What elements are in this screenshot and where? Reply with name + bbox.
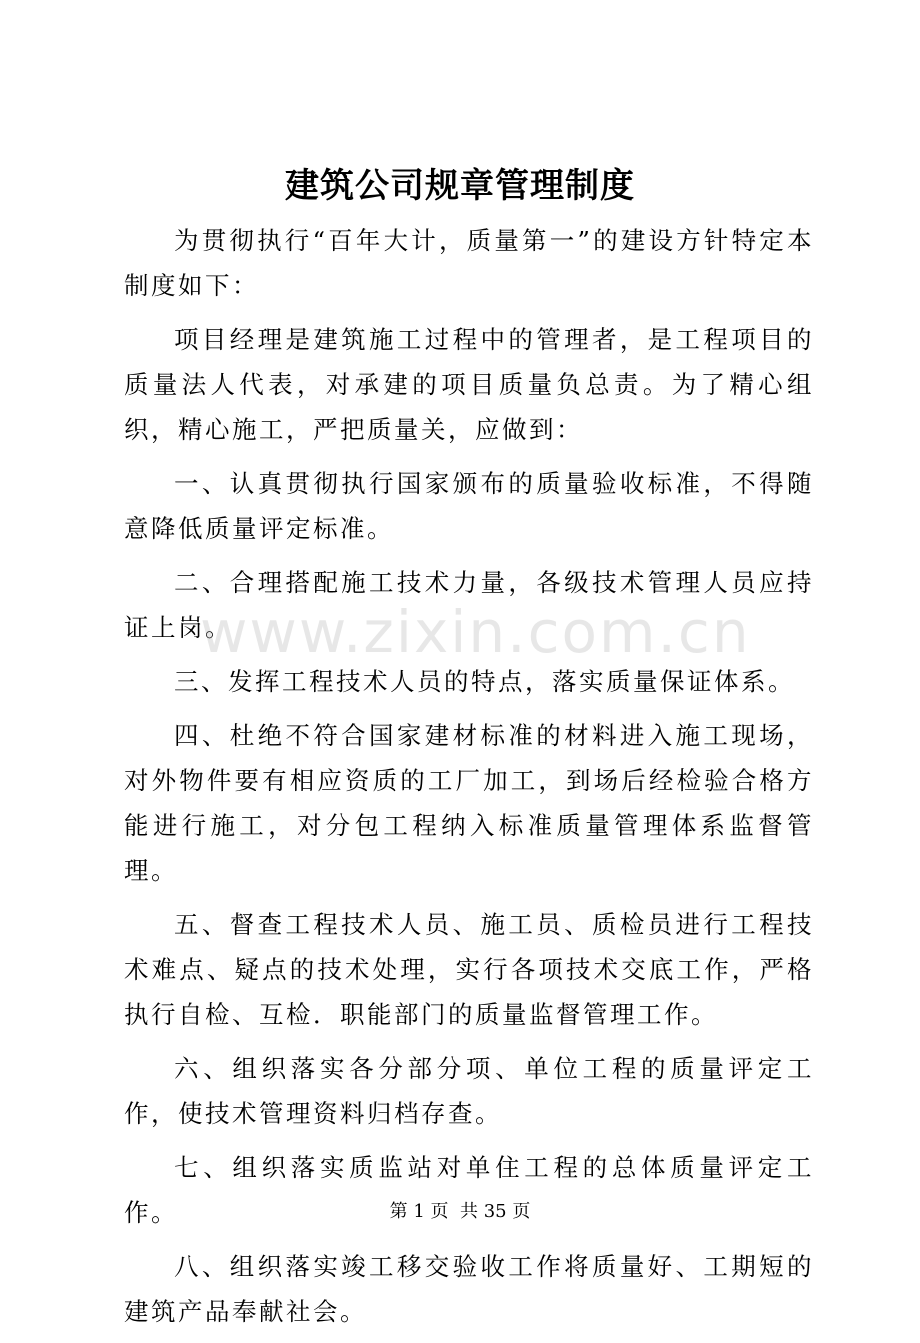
document-title: 建筑公司规章管理制度: [285, 166, 635, 206]
paragraph-item-1: 一、认真贯彻执行国家颁布的质量验收标准，不得随意降低质量评定标准。: [124, 469, 814, 543]
paragraph-item-5: 五、督查工程技术人员、施工员、质检员进行工程技术难点、疑点的技术处理，实行各项技术交底工作，严格执行自检、互检．职能部门的质量监督管理工作。: [124, 910, 814, 1029]
paragraph-item-8: 八、组织落实竣工移交验收工作将质量好、工期短的建筑产品奉献社会。: [124, 1252, 814, 1326]
paragraph-item-4: 四、杜绝不符合国家建材标准的材料进入施工现场，对外物件要有相应资质的工厂加工，到场后经检验合格方能进行施工，对分包工程纳入标准质量管理体系监督管理。: [124, 721, 814, 885]
page-number: 第 1 页: [389, 1201, 449, 1222]
paragraph-manager-role: 项目经理是建筑施工过程中的管理者，是工程项目的质量法人代表，对承建的项目质量负总责。为了精心组织，精心施工，严把质量关，应做到：: [124, 325, 814, 444]
paragraph-item-3: 三、发挥工程技术人员的特点，落实质量保证体系。: [174, 667, 795, 696]
paragraph-item-7: 七、组织落实质监站对单住工程的总体质量评定工作。: [124, 1153, 814, 1227]
document-body: [124, 218, 814, 1343]
watermark-text: www.zixin.com.cn: [200, 598, 751, 666]
paragraph-item-6: 六、组织落实各分部分项、单位工程的质量评定工作，使技术管理资料归档存查。: [124, 1054, 814, 1128]
paragraph-intro: 为贯彻执行“百年大计，质量第一”的建设方针特定本制度如下：: [124, 226, 814, 300]
paragraph-item-2: 二、合理搭配施工技术力量，各级技术管理人员应持证上岗。: [124, 568, 814, 642]
page-total: 共 35 页: [460, 1201, 531, 1222]
page-footer: [0, 1198, 920, 1226]
